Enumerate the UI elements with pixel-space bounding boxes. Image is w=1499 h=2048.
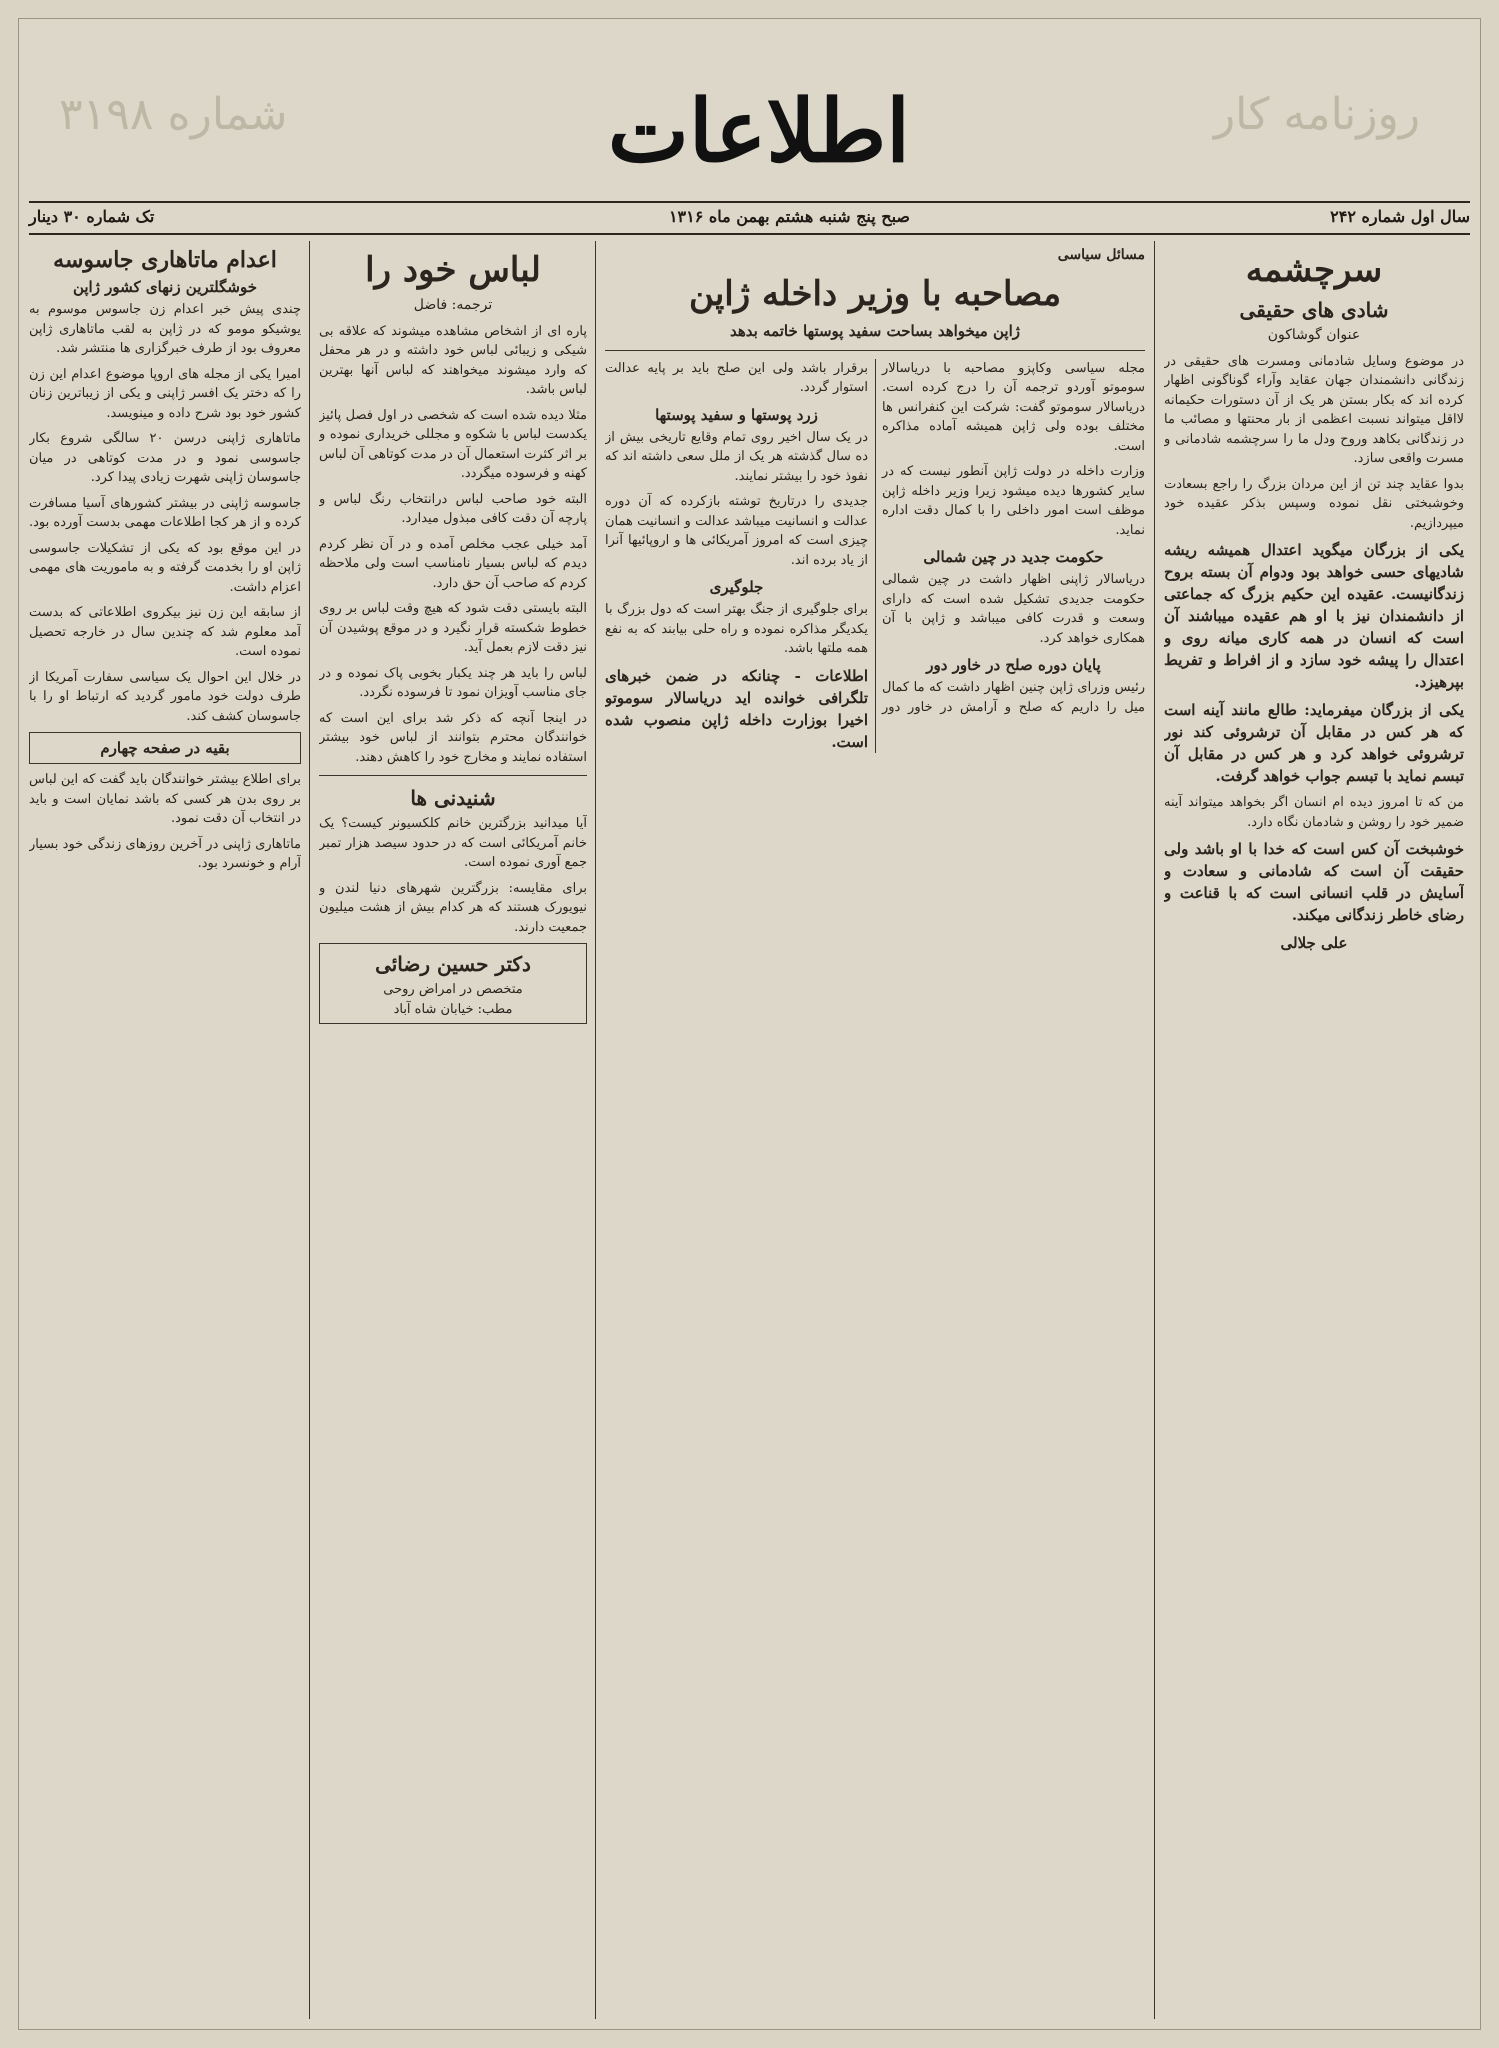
paragraph: آمد خیلی عجب مخلص آمده و در آن نظر کردم دیدم که لباس بسیار نامناسب است ولی ملاحظه کردم که صاحب آن حق دارد. <box>319 536 587 591</box>
paragraph: آیا میدانید بزرگترین خانم کلکسیونر کیست؟ یک خانم آمریکائی است که در حدود سیصد هزار تمبر جمع آوری نموده است. <box>319 816 587 870</box>
paragraph: ماتاهاری ژاپنی درسن ۲۰ سالگی شروع بکار جاسوسی نمود و در مدت کوتاهی در میان جاسوسان ژاپنی شهرت زیادی پیدا کرد. <box>29 431 301 485</box>
paragraph: چندی پیش خبر اعدام زن جاسوس موسوم به یوشیکو مومو که در ژاپن به لقب ماتاهاری ژاپن معروف بود از طرف خبرگزاری ها منتشر شد. <box>29 302 301 356</box>
section-heading: حکومت جدید در چین شمالی <box>923 548 1104 566</box>
article-byline: عنوان گوشاکون <box>1267 327 1361 343</box>
ghost-text-left: شماره ۳۱۹۸ <box>59 89 288 140</box>
paragraph: در این موقع بود که یکی از تشکیلات جاسوسی ژاپن او را بخدمت گرفته و به ماموریت های مهمی اعزام داشت. <box>29 540 301 595</box>
paragraph: در خلال این احوال یک سیاسی سفارت آمریکا از طرف دولت خود مامور گردید که ارتباط او را با جاسوسان کشف کند. <box>29 669 301 724</box>
masthead <box>19 19 1480 229</box>
issue-number: سال اول شماره ۲۴۲ <box>1330 207 1470 226</box>
doctor-advertisement <box>319 943 587 1024</box>
divider <box>319 775 587 776</box>
paragraph: البته خود صاحب لباس درانتخاب رنگ لباس و پارچه آن دقت کافی مبذول میدارد. <box>319 491 587 526</box>
ghost-text-right: روزنامه کار <box>1213 89 1420 140</box>
paragraph: امیرا یکی از مجله های اروپا موضوع اعدام این زن را که دختر یک افسر ژاپنی و یکی از زیباترین زنان کشور خود بود شرح داده و مینویسد. <box>29 366 301 421</box>
column-divider <box>595 241 596 2019</box>
article-kicker: مسائل سیاسی <box>1057 247 1145 263</box>
paragraph: البته بایستی دقت شود که هیچ وقت لباس بر روی خطوط شکسته قرار نگیرد و در موقع پوشیدن آن نیز دقت لازم بعمل آید. <box>319 601 587 655</box>
masthead-rule-top <box>29 201 1470 203</box>
paragraph: یکی از بزرگان میفرماید: طالع مانند آینه است که هر کس در مقابل آن ترشروئی کند نور ترشروئی خواهد کرد و هر کس در مقابل آن تبسم نماید با تبسم جواب خواهد گرفت. <box>1164 701 1464 785</box>
paragraph: ماتاهاری ژاپنی در آخرین روزهای زندگی خود بسیار آرام و خونسرد بود. <box>29 836 301 871</box>
ad-title: دکتر حسین رضائی <box>375 952 531 976</box>
paragraph: برای مقایسه: بزرگترین شهرهای دنیا لندن و نیویورک هستند که هر کدام بیش از هشت میلیون جمعیت دارند. <box>319 880 587 935</box>
paragraph: در یک سال اخیر روی تمام وقایع تاریخی بیش از ده سال گذشته هر یک از ملل سعی داشته اند که نفوذ خود را بیشتر نمایند. <box>605 429 868 484</box>
paragraph: از سابقه این زن نیز بیکروی اطلاعاتی که بدست آمد معلوم شد که چندین سال در خارجه تحصیل نموده است. <box>29 605 301 659</box>
article-subtitle: ژاپن میخواهد بساحت سفید پوستها خاتمه بدهد <box>729 321 1021 340</box>
paragraph: لباس را باید هر چند یکبار بخوبی پاک نموده و در جای مناسب آویزان نمود تا فرسوده نگردد. <box>319 665 587 700</box>
paragraph: جاسوسه ژاپنی در بیشتر کشورهای آسیا مسافرت کرده و از هر کجا اطلاعات مهمی بدست آورده بود. <box>29 495 301 530</box>
paragraph: پاره ای از اشخاص مشاهده میشوند که علاقه بی شیکی و زیبائی لباس خود داشته و در هر محفل که وارد میشوند میخواهند که لباس آنها بهترین لباس باشد. <box>319 323 587 397</box>
paragraph: یکی از بزرگان میگوید اعتدال همیشه ریشه شادیهای حسی خواهد بود ودوام آن بسته بروح زندگانیست. عقیده این حکیم بزرگ که جماعتی از دانشمندان نیز با او هم عقیده میباشند آن است که انسان در همه کاری میانه روی و اعتدال را پیشه خود سازد و از افراط و تفریط بپرهیزد. <box>1164 541 1464 691</box>
interview-body <box>605 359 1145 753</box>
section-heading: شنیدنی ها <box>410 786 496 810</box>
article-title: لباس خود را <box>365 250 541 290</box>
article-byline: ترجمه: فاضل <box>413 297 493 313</box>
masthead-rule-bottom <box>29 233 1470 235</box>
column-matahari <box>29 244 301 2019</box>
article-title: اعدام ماتاهاری جاسوسه <box>53 247 277 273</box>
column-divider <box>309 241 310 2019</box>
ad-address: مطب: خیابان شاه آباد <box>393 1001 513 1017</box>
article-subtitle: خوشگلترین زنهای کشور ژاپن <box>72 278 258 296</box>
article-title: مصاحبه با وزیر داخله ژاپن <box>688 273 1062 314</box>
paragraph: خوشبخت آن کس است که خدا با او باشد ولی حقیقت آن است که شادمانی و سعادت و آسایش در قلب انسانی است که با قناعت و رضای خاطر زندگانی میکند. <box>1164 840 1464 924</box>
paragraph: در اینجا آنچه که ذکر شد برای این است که خوانندگان محترم بتوانند از لباس خود بیشتر استفاده نمایند و مخارج خود را کاهش دهند. <box>319 710 587 765</box>
issue-price: تک شماره ۳۰ دینار <box>29 207 155 226</box>
author-signature: علی جلالی <box>1280 934 1348 952</box>
article-title: سرچشمه <box>1245 250 1383 290</box>
section-heading: زرد پوستها و سفید پوستها <box>655 405 818 424</box>
paragraph: برای اطلاع بیشتر خوانندگان باید گفت که این لباس بر روی بدن هر کسی که باشد نمایان است و باید در انتخاب آن دقت نمود. <box>29 772 301 826</box>
issue-date: صبح پنج شنبه هشتم بهمن ماه ۱۳۱۶ <box>668 207 910 226</box>
newspaper-page <box>18 18 1481 2030</box>
ad-specialty: متخصص در امراض روحی <box>383 982 523 997</box>
column-clothing <box>319 244 587 2019</box>
paragraph: من که تا امروز دیده ام انسان اگر بخواهد میتواند آینه ضمیر خود را روشن و شادمان نگاه دارد. <box>1164 795 1464 830</box>
section-heading: جلوگیری <box>709 578 764 596</box>
column-japan-interview <box>605 244 1145 2019</box>
column-divider <box>1154 241 1155 2019</box>
continued-note: بقیه در صفحه چهارم <box>29 732 301 764</box>
newspaper-logo: اطلاعات <box>607 81 911 182</box>
paragraph: بدوا عقاید چند تن از این مردان بزرگ را راجع بسعادت وخوشبختی نقل نموده وسپس بذکر عقیده خود میپردازیم. <box>1164 476 1464 531</box>
paragraph: مثلا دیده شده است که شخصی در اول فصل پائیز یکدست لباس با شکوه و مجللی خریداری نموده و بر اثر کثرت استعمال آن در مدت کوتاهی آن لباس کهنه و فرسوده میگردد. <box>319 407 587 481</box>
paragraph: جدیدی را درتاریخ توشته بازکرده که آن دوره عدالت و انسانیت میباشد عدالت و انسانیت همان چیزی است که امروز آمریکائی ها و اروپائیها آنرا از یاد برده اند. <box>605 494 868 568</box>
paragraph: برای جلوگیری از جنگ بهتر است که دول بزرگ با یکدیگر مذاکره نموده و راه حلی بیابند که به نفع همه ملتها باشد. <box>605 602 868 656</box>
issue-strip <box>29 207 1470 233</box>
paragraph: مجله سیاسی وکاپزو مصاحبه با دریاسالار سوموتو آوردو ترجمه آن را درج کرده است. دریاسالار سوموتو گفت: شرکت این کنفرانس ها مختلف بوده ولی ژاپن همیشه آماده مذاکره است. <box>882 360 1145 454</box>
paragraph: وزارت داخله در دولت ژاپن آنطور نیست که در سایر کشورها دیده میشود زیرا وزیر داخله ژاپن موظف است امور داخلی را با کمال دقت اداره نماید. <box>882 464 1145 538</box>
paragraph: در موضوع وسایل شادمانی ومسرت های حقیقی در زندگانی دانشمندان جهان عقاید وآراء گوناگونی اظهار کرده اند که بکار بستن هر یک از آن دستورات حکیمانه لااقل میتواند نسبت اعظمی از بار محنتها و مصائب ما در زندگانی بکاهد وروح ودل ما را سرچشمه شادمانی و مسرت واقعی سازد. <box>1164 353 1464 466</box>
article-subtitle: شادی های حقیقی <box>1239 298 1389 322</box>
paragraph: رئیس وزرای ژاپن چنین اظهار داشت که ما کمال میل را داریم که صلح و آرامش در خاور دور برقرار باشد ولی این صلح باید بر پایه عدالت استوار گردد. <box>605 360 1145 715</box>
column-sarcheshmeh <box>1164 244 1464 2019</box>
paragraph: دریاسالار ژاپنی اظهار داشت در چین شمالی حکومت جدیدی تشکیل شده است که دارای وسعت و قدرت کافی میباشد و ژاپن با آن همکاری خواهد کرد. <box>882 572 1145 646</box>
paragraph: اطلاعات - چنانکه در ضمن خبرهای تلگرافی خوانده اید دریاسالار سوموتو اخیرا بوزارت داخله ژاپن منصوب شده است. <box>605 666 868 751</box>
divider <box>605 350 1145 351</box>
section-heading: پایان دوره صلح در خاور دور <box>926 656 1101 674</box>
